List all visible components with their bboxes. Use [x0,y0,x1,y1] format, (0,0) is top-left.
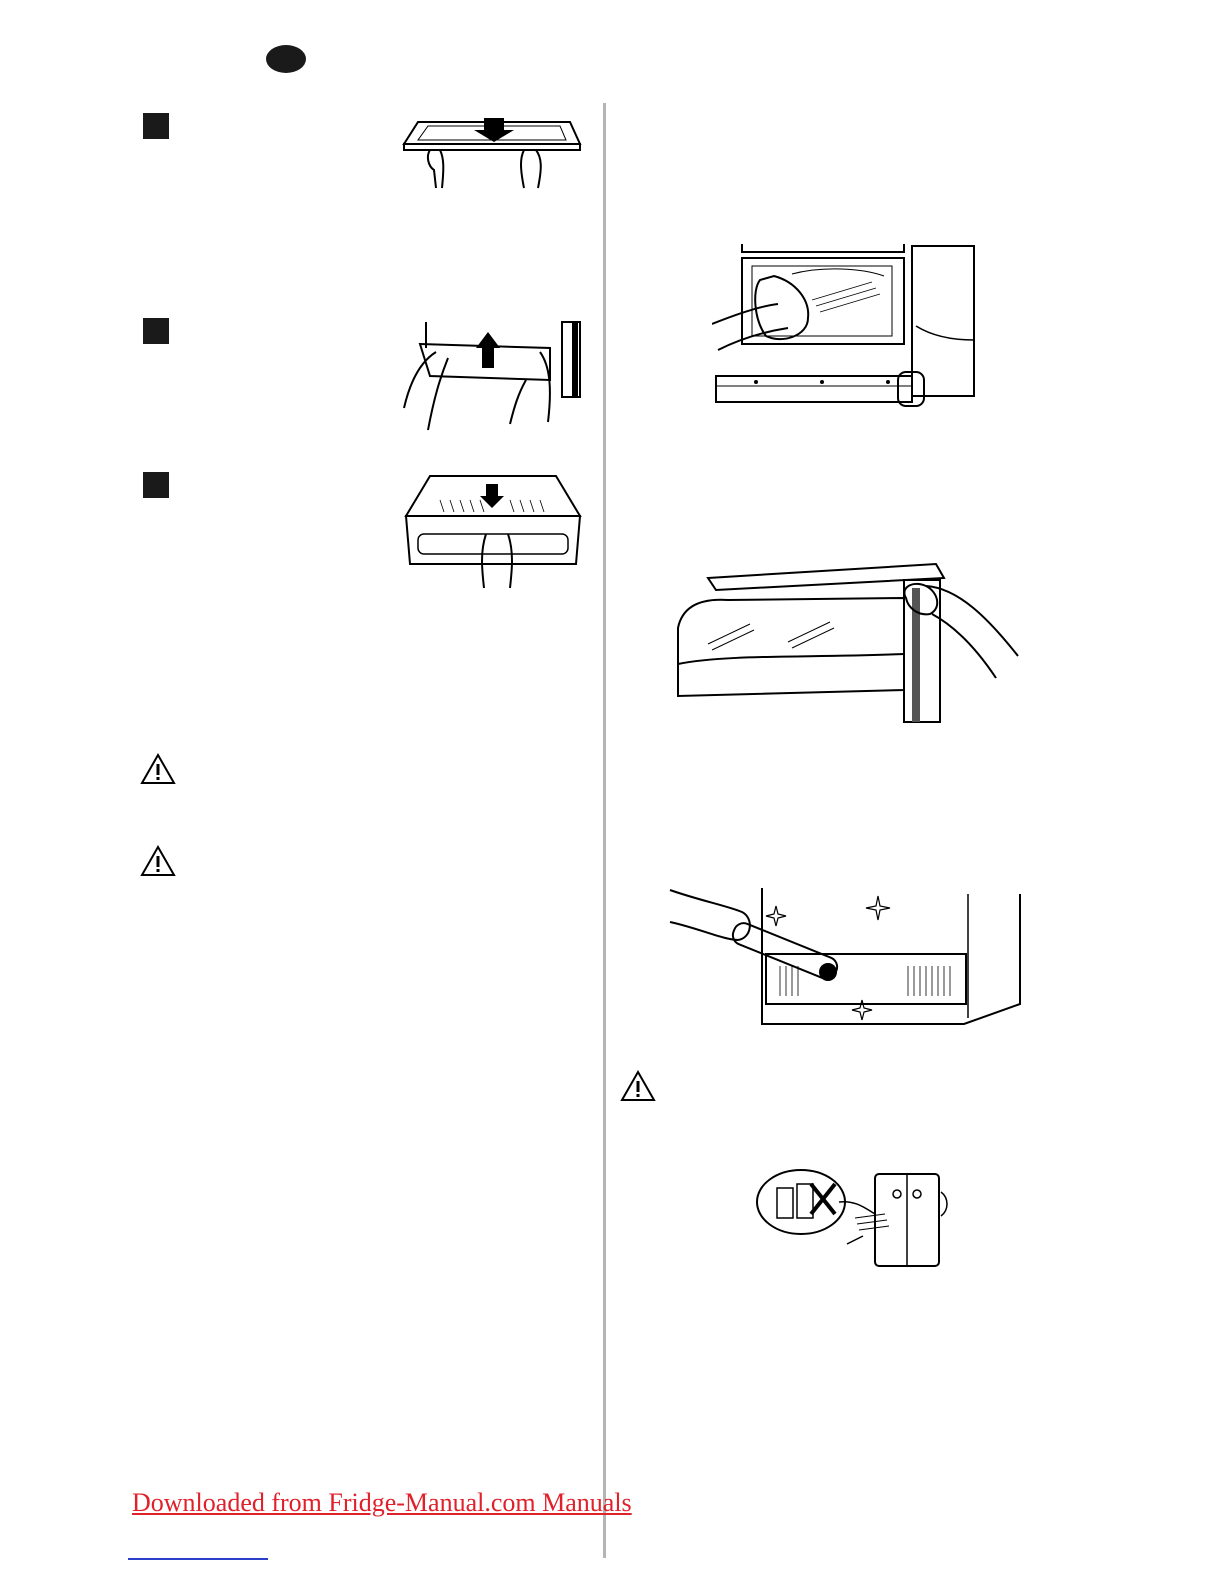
warning-triangle-icon [620,1070,656,1102]
wipe-interior-illustration [712,240,977,408]
step-marker-2 [143,318,169,344]
vacuum-condenser-illustration [668,878,1023,1026]
clean-door-gasket-illustration [668,558,1023,728]
footer-source-link[interactable]: Downloaded from Fridge-Manual.com Manuals [132,1488,632,1517]
step-marker-1 [143,113,169,139]
no-chemicals-illustration [755,1166,955,1270]
warning-triangle-icon [140,845,176,877]
language-badge [266,45,306,73]
crisper-drawer-illustration [400,472,585,590]
shelf-removal-illustration [400,110,590,192]
footer-short-underline [128,1558,268,1560]
step-marker-3 [143,472,169,498]
door-bin-removal-illustration [400,318,585,433]
column-divider [603,103,606,1558]
warning-triangle-icon [140,753,176,785]
